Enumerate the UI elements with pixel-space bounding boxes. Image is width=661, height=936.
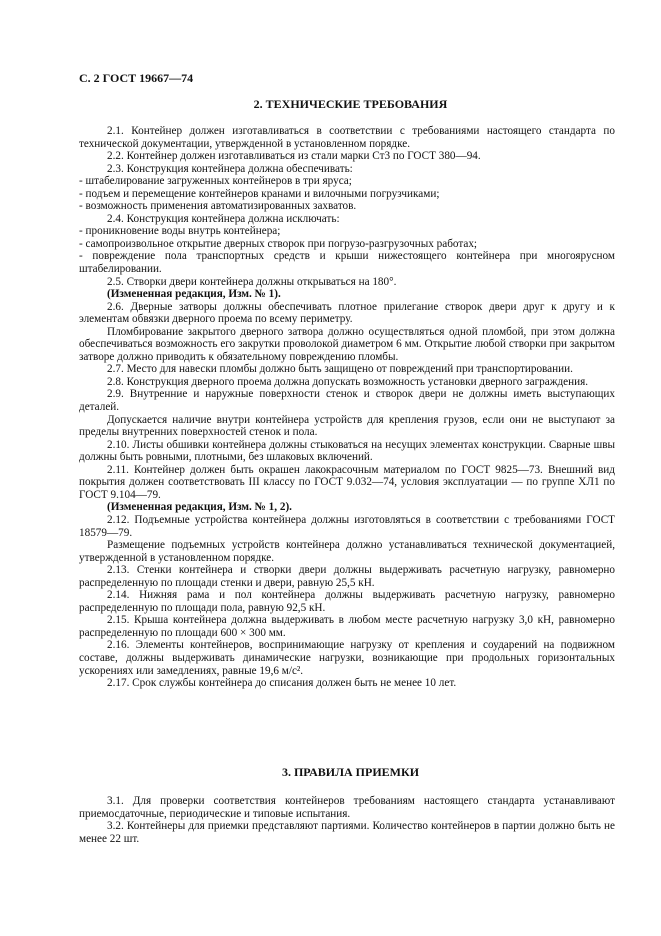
section2-paragraph: 2.4. Конструкция контейнера должна исключать:: [107, 212, 340, 225]
section-2-body: [79, 125, 615, 690]
section2-paragraph: - повреждение пола транспортных средств и крыши нижестоящего контейнера при многоярусном штабелировании.: [79, 250, 615, 276]
section2-paragraph: Размещение подъемных устройств контейнера должно устанавливаться технической документацией, утвержденной в установленном порядке.: [79, 539, 615, 564]
section2-paragraph: 2.16. Элементы контейнеров, воспринимающие нагрузку от крепления и соударений на подвижном составе, должны выдерживать динамические нагрузки, возникающие при продольных горизонтальных ускорениях или замедлениях, равные 19,6 м/с².: [79, 639, 615, 677]
section-2-title: 2. ТЕХНИЧЕСКИЕ ТРЕБОВАНИЯ: [253, 97, 448, 111]
section2-paragraph: - подъем и перемещение контейнеров кранами и вилочными погрузчиками;: [79, 187, 440, 200]
section2-paragraph: (Измененная редакция, Изм. № 1, 2).: [107, 501, 292, 514]
section2-paragraph: Допускается наличие внутри контейнера устройств для крепления грузов, если они не выступают за пределы внутренних поверхностей стенок и пола.: [79, 413, 615, 439]
section2-paragraph: 2.8. Конструкция дверного проема должна допускать возможность установки дверного заграждения.: [107, 375, 589, 388]
section2-paragraph: 2.7. Место для навески пломбы должно быть защищено от повреждений при транспортировании.: [107, 363, 573, 376]
section2-paragraph: 2.10. Листы обшивки контейнера должны стыковаться на несущих элементах конструкции. Сварные швы должны быть ровными, плотными, без шлаковых включений.: [79, 438, 615, 464]
section2-paragraph: 2.9. Внутренние и наружные поверхности стенок и створок двери не должны иметь выступающих деталей.: [79, 388, 615, 414]
section2-paragraph: 2.5. Створки двери контейнера должны открываться на 180°.: [107, 275, 397, 288]
section3-paragraph: 3.1. Для проверки соответствия контейнеров требованиям настоящего стандарта устанавливают приемосдаточные, периодические и типовые испытания.: [79, 795, 615, 820]
section2-paragraph: 2.17. Срок службы контейнера до списания должен быть не менее 10 лет.: [107, 677, 457, 690]
section2-paragraph: 2.13. Стенки контейнера и створки двери должны выдерживать расчетную нагрузку, равномерно распределенную по площади стенки и двери, равную 25,5 кН.: [79, 564, 615, 589]
section3-paragraph: 3.2. Контейнеры для приемки представляют партиями. Количество контейнеров в партии должно быть не менее 22 шт.: [79, 820, 615, 845]
section2-paragraph: 2.3. Конструкция контейнера должна обеспечивать:: [107, 162, 353, 175]
section2-paragraph: 2.6. Дверные затворы должны обеспечивать плотное прилегание створок двери друг к другу и к элементам обвязки дверного проема по всему периметру.: [79, 300, 615, 326]
section-3-title: 3. ПРАВИЛА ПРИЕМКИ: [281, 765, 420, 779]
section2-paragraph: 2.12. Подъемные устройства контейнера должны изготовляться в соответствии с требованиями ГОСТ 18579—79.: [79, 513, 615, 539]
section2-paragraph: - штабелирование загруженных контейнеров в три яруса;: [79, 175, 352, 188]
section2-paragraph: Пломбирование закрытого дверного затвора должно осуществляться одной пломбой, при этом должна обеспечиваться возможность его закрутки проволокой диаметром 6 мм. Открытие любой створки при закрытом затворе должно приводить к обязательному повреждению пломбы.: [79, 325, 615, 363]
page-header: С. 2 ГОСТ 19667—74: [79, 71, 194, 85]
section2-paragraph: - возможность применения автоматизированных захватов.: [79, 200, 357, 213]
section-3-body: [79, 795, 615, 845]
section2-paragraph: 2.1. Контейнер должен изготавливаться в соответствии с требованиями настоящего стандарта по технической документации, утвержденной в установленном порядке.: [79, 125, 615, 150]
section2-paragraph: - проникновение воды внутрь контейнера;: [79, 225, 281, 238]
section2-paragraph: - самопроизвольное открытие дверных створок при погрузо-разгрузочных работах;: [79, 237, 478, 250]
section2-paragraph: 2.2. Контейнер должен изготавливаться из стали марки Ст3 по ГОСТ 380—94.: [107, 150, 481, 163]
section2-paragraph: 2.11. Контейнер должен быть окрашен лакокрасочным материалом по ГОСТ 9825—73. Внешний вид покрытия должен соответствовать III классу по ГОСТ 9.032—74, условия эксплуатации — по группе ХЛ1 по ГОСТ 9.104—79.: [79, 463, 615, 501]
section2-paragraph: 2.14. Нижняя рама и пол контейнера должны выдерживать расчетную нагрузку, равномерно распределенную по площади пола, равную 92,5 кН.: [79, 589, 615, 614]
section2-paragraph: (Измененная редакция, Изм. № 1).: [107, 288, 281, 301]
section2-paragraph: 2.15. Крыша контейнера должна выдерживать в любом месте расчетную нагрузку 3,0 кН, равномерно распределенную по площади 600 × 300 мм.: [79, 614, 615, 639]
